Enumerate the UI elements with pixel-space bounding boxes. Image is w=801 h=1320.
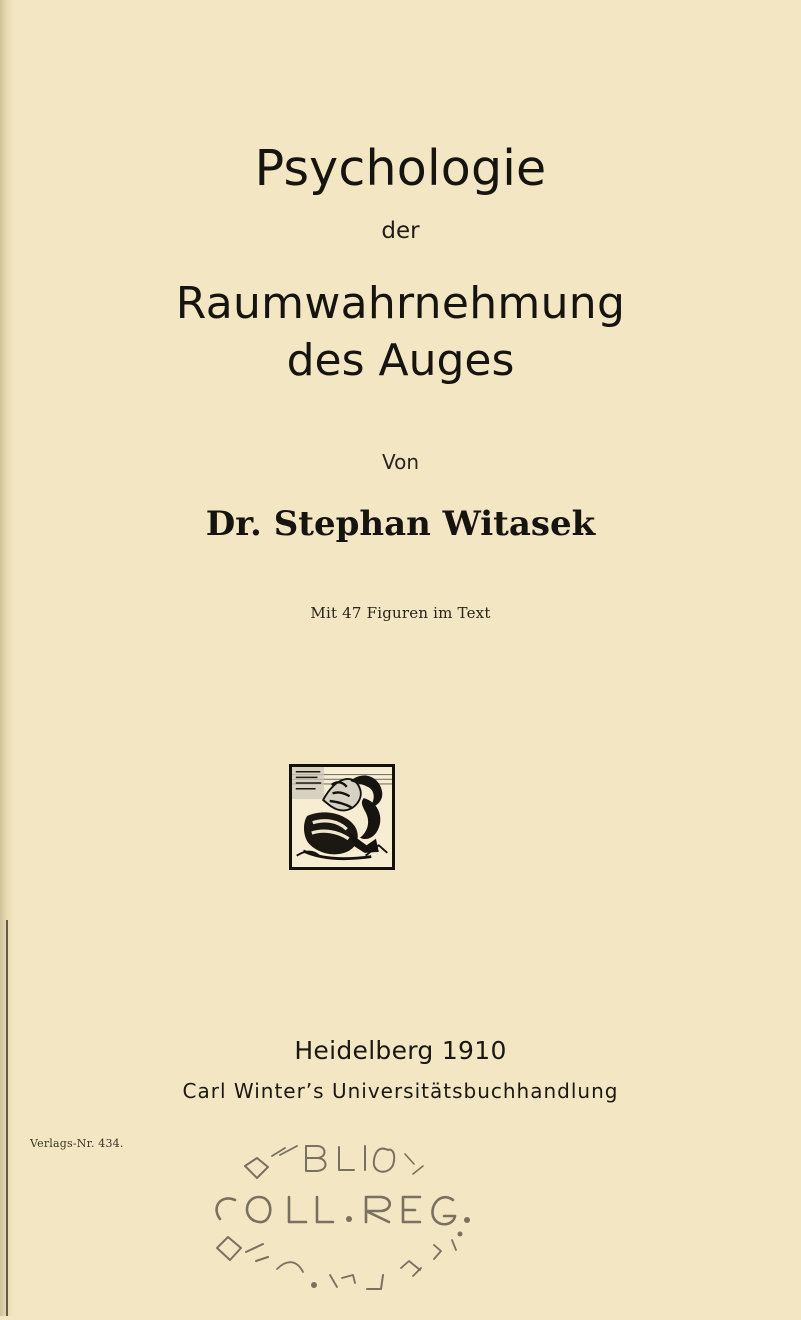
winged-lion-device-icon bbox=[289, 764, 395, 870]
place-year: Heidelberg 1910 bbox=[294, 1036, 507, 1065]
page-edge-line bbox=[6, 920, 8, 1316]
library-stamp bbox=[205, 1136, 475, 1320]
main-title: Raumwahrnehmung bbox=[175, 278, 626, 329]
figures-note: Mit 47 Figuren im Text bbox=[310, 604, 491, 622]
publisher-name: Carl Winter’s Universitätsbuchhandlung bbox=[182, 1079, 619, 1103]
publisher-number: Verlags-Nr. 434. bbox=[30, 1137, 124, 1150]
subtitle: des Auges bbox=[286, 335, 515, 386]
title-connector: der bbox=[381, 218, 420, 244]
by-label: Von bbox=[381, 450, 420, 474]
author-name: Dr. Stephan Witasek bbox=[205, 504, 596, 544]
book-title: Psychologie bbox=[254, 140, 547, 197]
